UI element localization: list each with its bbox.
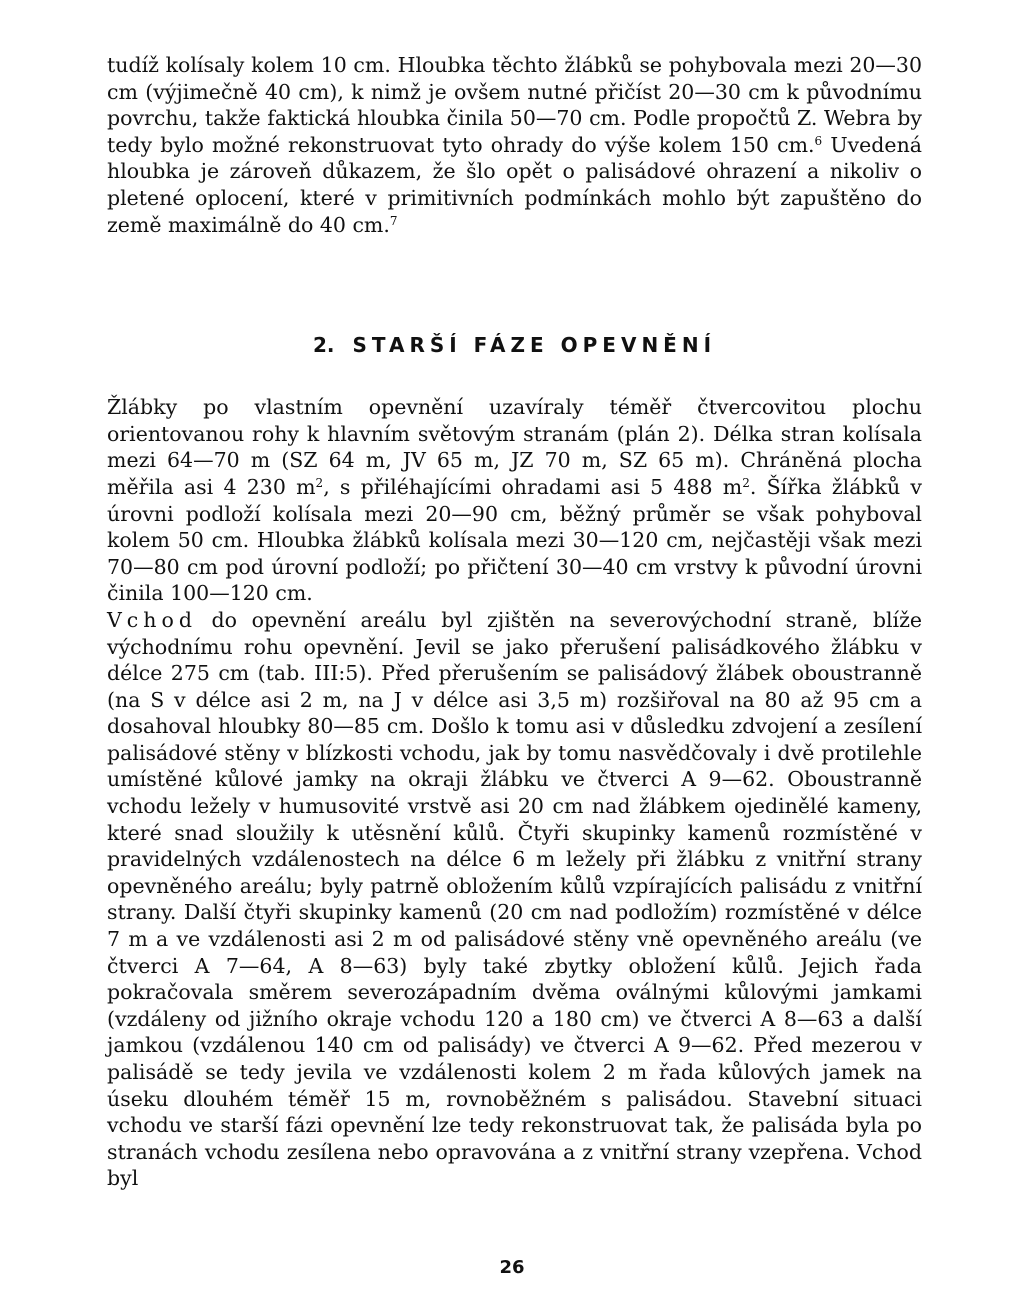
paragraph-area-text-c: . Šířka žlábků v úrovni podloží kolísala mezi 20—90 cm, běžný průměr se však pohyboval kolem 50 cm. Hloubka žlábků kolísala mezi 30—120 cm, nejčastěji však mezi 70—80 cm pod úrovní podloží; po přičtení 30—40 cm vrstvy k původní úrovni činila 100—120 cm. xyxy=(107,474,922,606)
footnote-ref-7: 7 xyxy=(389,213,398,228)
paragraph-intro xyxy=(107,52,922,238)
paragraph-intro-text-b: Uvedená hloubka je zároveň důkazem, že šlo opět o palisádové ohrazení a nikoliv o pletené oplocení, které v primitivních podmínkách mohlo být zapuštěno do země maximálně do 40 cm. xyxy=(107,132,922,237)
section-title: STARŠÍ FÁZE OPEVNĚNÍ xyxy=(352,333,717,358)
paragraph-area-text-b: , s přiléhajícími ohradami asi 5 488 m xyxy=(323,474,743,499)
section-number: 2. xyxy=(312,333,335,358)
emphasis-entrance: Vchod xyxy=(107,607,197,632)
paragraph-area-text-a: Žlábky po vlastním opevnění uzavíraly téměř čtvercovitou plochu orientovanou rohy k hlavním světovým stranám (plán 2). Délka stran kolísala mezi 64—70 m (SZ 64 m, JV 65 m, JZ 70 m, SZ 65 m). Chráněná plocha měřila asi 4 230 m xyxy=(107,395,922,499)
page-body xyxy=(107,52,922,1192)
section-body xyxy=(107,394,922,1192)
footnote-ref-6: 6 xyxy=(814,133,823,148)
paragraph-entrance-text: do opevnění areálu byl zjištěn na severovýchodní straně, blíže východnímu rohu opevnění. Jevil se jako přerušení palisádkového žlábku v délce 275 cm (tab. III:5). Před přerušením se palisádový žlábek oboustranně (na S v délce asi 2 m, na J v délce asi 3,5 m) rozšiřoval na 80 až 95 cm a dosahoval hloubky 80—85 cm. Došlo k tomu asi v důsledku zdvojení a zesílení palisádové stěny v blízkosti vchodu, jak by tomu nasvědčovaly i dvě protilehle umístěné kůlové jamky na okraji žlábku ve čtverci A 9—62. Oboustranně vchodu ležely v humusovité vrstvě asi 20 cm nad žlábkem ojedinělé kameny, které snad sloužily k utěsnění kůlů. Čtyři skupinky kamenů rozmístěné v pravidelných vzdálenostech na délce 6 m ležely při žlábku z vnitřní strany opevněného areálu; byly patrně obložením kůlů vzpírajících palisádu z vnitřní strany. Další čtyři skupinky kamenů (20 cm nad podložím) rozmístěné v délce 7 m a ve vzdálenosti asi 2 m od palisádové stěny vně opevněného areálu (ve čtverci A 7—64, A 8—63) byly také zbytky obložení kůlů. Jejich řada pokračovala směrem severozápadním dvěma oválnými kůlovými jamkami (vzdáleny od jižního okraje vchodu 120 a 180 cm) ve čtverci A 8—63 a další jamkou (vzdálenou 140 cm od palisády) ve čtverci A 9—62. Před mezerou v palisádě se tedy jevila ve vzdálenosti kolem 2 m řada kůlových jamek na úseku dlouhém téměř 15 m, rovnoběžném s palisádou. Stavební situaci vchodu ve starší fázi opevnění lze tedy rekonstruovat tak, že palisáda byla po stranách vchodu zesílena nebo opravována a z vnitřní strany vzepřena. Vchod byl xyxy=(107,607,922,1191)
page-number: 26 xyxy=(499,1257,525,1278)
section-heading xyxy=(107,332,922,358)
superscript-square: 2 xyxy=(315,475,324,490)
paragraph-entrance xyxy=(107,607,922,1192)
paragraph-area xyxy=(107,394,922,607)
paragraph-intro-text-a: tudíž kolísaly kolem 10 cm. Hloubka těchto žlábků se pohybovala mezi 20—30 cm (výjimečně 40 cm), k nimž je ovšem nutné přičíst 20—30 cm k původnímu povrchu, takže faktická hloubka činila 50—70 cm. Podle propočtů Z. Webra by tedy bylo možné rekonstruovat tyto ohrady do výše kolem 150 cm. xyxy=(107,53,922,157)
superscript-square: 2 xyxy=(742,475,750,490)
